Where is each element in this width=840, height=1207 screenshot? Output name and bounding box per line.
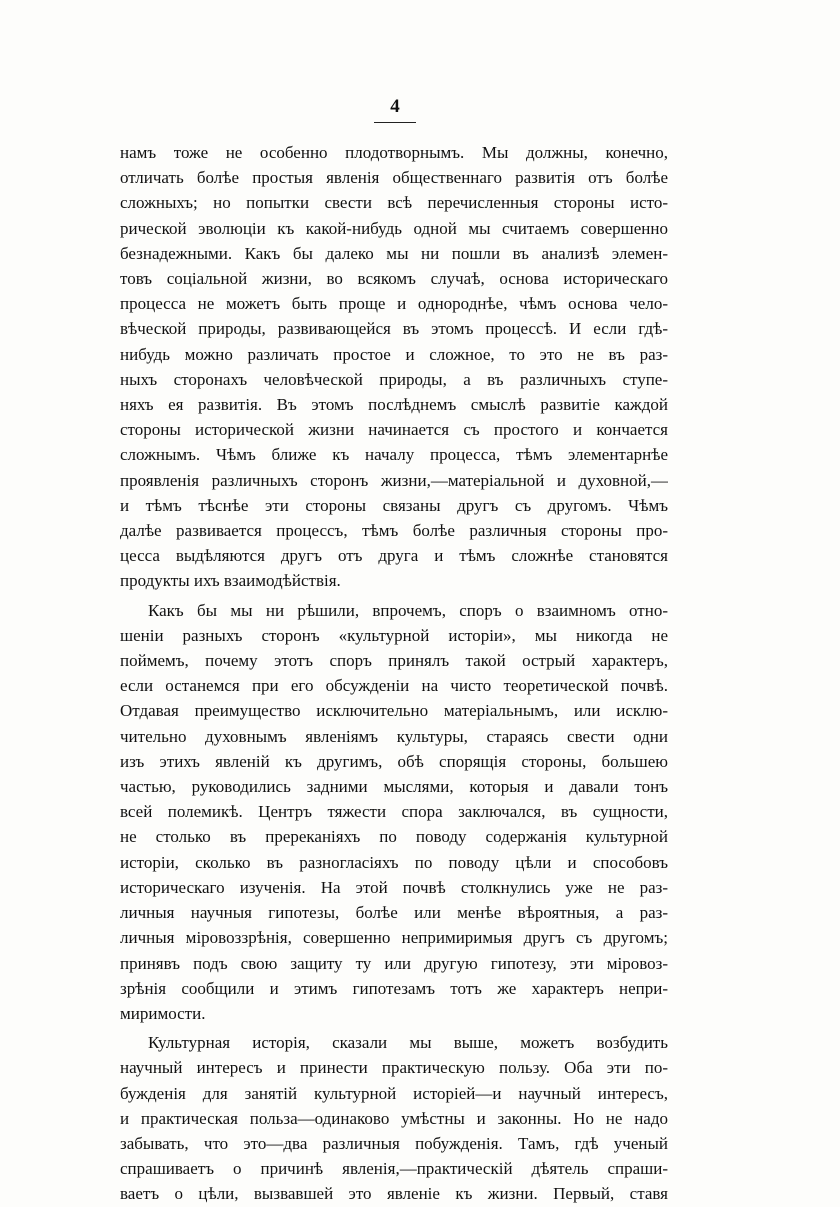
text-line: забывать, что это—два различныя побужденія. Тамъ, гдѣ ученый <box>120 1133 668 1153</box>
text-line: рической эволюціи къ какой-нибудь одной мы считаемъ совершенно <box>120 218 668 238</box>
text-line: историческаго изученія. На этой почвѣ столкнулись уже не раз- <box>120 877 668 897</box>
text-line: всей полемикѣ. Центръ тяжести спора заключался, въ сущности, <box>120 802 668 822</box>
text-line: и практическая польза—одинаково умѣстны и законны. Но не надо <box>120 1108 668 1128</box>
text-line: товъ соціальной жизни, во всякомъ случаѣ, основа историческаго <box>120 269 668 289</box>
text-line: ваетъ о цѣли, вызвавшей это явленіе къ жизни. Первый, ставя <box>120 1184 668 1204</box>
text-line: личныя научныя гипотезы, болѣе или менѣе вѣроятныя, а раз- <box>120 903 668 923</box>
page-number: 4 <box>390 96 400 117</box>
text-line: не столько въ пререканіяхъ по поводу содержанія культурной <box>120 827 668 847</box>
text-line: зрѣнія сообщили и этимъ гипотезамъ тотъ же характеръ непри- <box>120 978 668 998</box>
text-line: сложнымъ. Чѣмъ ближе къ началу процесса, тѣмъ элементарнѣе <box>120 445 668 465</box>
text-line: научный интересъ и принести практическую пользу. Оба эти по- <box>120 1058 668 1078</box>
text-line: сложныхъ; но попытки свести всѣ перечисленныя стороны исто- <box>120 193 668 213</box>
text-line: цесса выдѣляются другъ отъ друга и тѣмъ сложнѣе становятся <box>120 546 668 566</box>
page-number-rule <box>374 122 416 123</box>
text-line: личныя міровоззрѣнія, совершенно непримиримыя другъ съ другомъ; <box>120 928 668 948</box>
text-line: миримости. <box>120 1003 206 1023</box>
text-line: поймемъ, почему этотъ споръ принялъ такой острый характеръ, <box>120 651 668 671</box>
paragraph-1 <box>120 140 668 594</box>
text-line: если останемся при его обсужденіи на чисто теоретической почвѣ. <box>120 676 668 696</box>
text-line: проявленія различныхъ сторонъ жизни,—матеріальной и духовной,— <box>120 470 668 490</box>
text-line: и тѣмъ тѣснѣе эти стороны связаны другъ съ другомъ. Чѣмъ <box>120 495 668 515</box>
text-line: шеніи разныхъ сторонъ «культурной исторіи», мы никогда не <box>120 625 668 645</box>
text-line: исторіи, сколько въ разногласіяхъ по поводу цѣли и способовъ <box>120 852 668 872</box>
text-line: безнадежными. Какъ бы далеко мы ни пошли въ анализѣ элемен- <box>120 243 668 263</box>
paragraph-3 <box>120 1030 668 1206</box>
text-line: бужденія для занятій культурной исторіей—и научный интересъ, <box>120 1083 668 1103</box>
text-line: отличать болѣе простыя явленія общественнаго развитія отъ болѣе <box>120 168 668 188</box>
text-line: Отдавая преимущество исключительно матеріальнымъ, или исклю- <box>120 701 668 721</box>
text-line: ныхъ сторонахъ человѣческой природы, а въ различныхъ ступе- <box>120 369 668 389</box>
text-line: стороны исторической жизни начинается съ простого и кончается <box>120 420 668 440</box>
text-line: Культурная исторія, сказали мы выше, можетъ возбудить <box>148 1033 668 1053</box>
text-line: принявъ подъ свою защиту ту или другую гипотезу, эти міровоз- <box>120 953 668 973</box>
text-line: изъ этихъ явленій къ другимъ, обѣ спорящія стороны, большею <box>120 751 668 771</box>
text-line: чительно духовнымъ явленіямъ культуры, стараясь свести одни <box>120 726 668 746</box>
text-line: намъ тоже не особенно плодотворнымъ. Мы должны, конечно, <box>120 143 668 162</box>
text-line: Какъ бы мы ни рѣшили, впрочемъ, споръ о взаимномъ отно- <box>148 600 668 620</box>
text-line: продукты ихъ взаимодѣйствія. <box>120 571 341 591</box>
text-line: нибудь можно различать простое и сложное, то это не въ раз- <box>120 344 668 364</box>
text-line: процесса не можетъ быть проще и однороднѣе, чѣмъ основа чело- <box>120 294 668 314</box>
body-text <box>120 140 668 1207</box>
text-line: далѣе развивается процессъ, тѣмъ болѣе различныя стороны про- <box>120 521 668 541</box>
text-line: няхъ ея развитія. Въ этомъ послѣднемъ смыслѣ развитіе каждой <box>120 395 668 415</box>
text-line: спрашиваетъ о причинѣ явленія,—практическій дѣятель спраши- <box>120 1159 668 1179</box>
text-line: частью, руководились задними мыслями, которыя и давали тонъ <box>120 777 668 797</box>
paragraph-2 <box>120 598 668 1026</box>
text-line: вѣческой природы, развивающейся въ этомъ процессѣ. И если гдѣ- <box>120 319 668 339</box>
